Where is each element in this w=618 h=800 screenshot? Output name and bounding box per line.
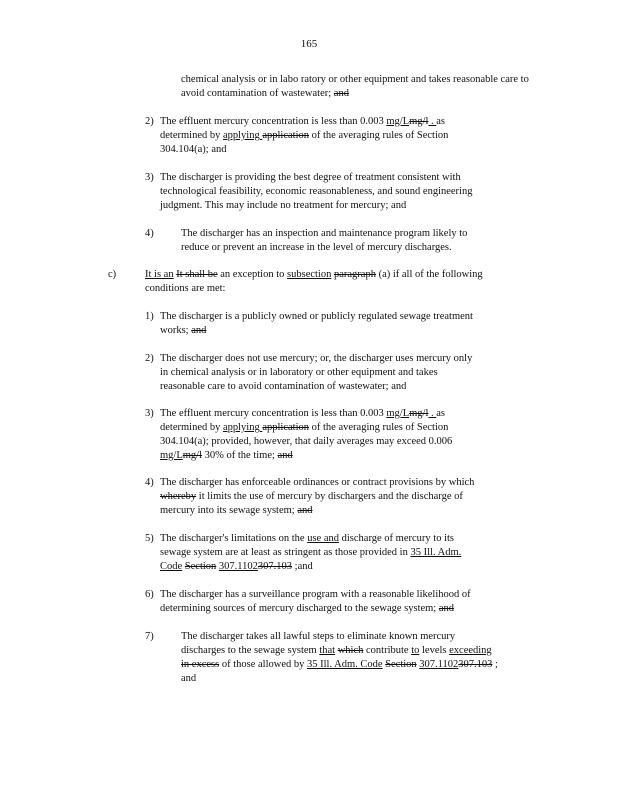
inserted-text: 35 Ill. Adm. Code [306,659,383,670]
text-segment: determined by [160,130,223,141]
inserted-text: subsection [287,269,332,280]
text-line [160,115,532,129]
text-line [160,380,540,394]
text-line [160,546,540,560]
struck-text: 307.103 [458,659,493,670]
text-segment: of the averaging rules of Section [309,422,449,433]
item-label: 2) [145,353,154,364]
text-segment: 304.104(a); provided, however, that daily averages may exceed 0.006 [160,436,453,447]
text-line [145,282,525,296]
text-segment: levels [419,645,450,656]
text-segment: The discharger's limitations on the [160,533,308,544]
text-segment: reasonable care to avoid contamination of wastewater; and [160,381,407,392]
text-line [160,407,540,421]
inserted-text: 307.1102 [218,561,258,572]
item-text [160,115,532,157]
inserted-text: 307.1102 [419,659,459,670]
text-line [160,185,532,199]
text-segment: determining sources of mercury discharged to the sewage system; [160,603,439,614]
inserted-text: applying [222,422,263,433]
inserted-text: Code [160,561,183,572]
inserted-text: . [428,116,437,127]
item-text [181,630,561,686]
text-line [160,449,540,463]
text-segment: technological feasibility, economic reasonableness, and sound engineering [160,186,473,197]
text-segment: mercury into its sewage system; [160,505,298,516]
text-segment: judgment. This may include no treatment for mercury; and [160,200,407,211]
struck-text: application [262,130,310,141]
struck-text: and [297,505,313,516]
text-segment: The discharger has enforceable ordinances or contract provisions by which [160,477,475,488]
text-segment: The discharger has a surveillance program with a reasonable likelihood of [160,589,471,600]
text-segment: 30% of the time; [202,450,278,461]
struck-and: and [333,88,349,99]
text-segment: 304.104(a); and [160,144,227,155]
struck-text: and [191,325,207,336]
item-text [160,532,540,574]
text-segment: as [436,408,446,419]
text-segment: an exception to [217,269,288,280]
item-label: 4) [145,228,154,239]
text-segment: works; [160,325,192,336]
text-segment: (a) if all of the following [375,269,483,280]
text-segment: The discharger takes all lawful steps to eliminate known mercury [181,631,456,642]
item-text [160,588,540,616]
struck-text: Section [385,659,417,670]
struck-text: 307.103 [257,561,293,572]
item-label: 1) [145,311,154,322]
text-line [181,644,561,658]
text-segment: ; [492,659,498,670]
text-line [160,310,540,324]
inserted-text: mg/L [386,408,410,419]
inserted-text: mg/L [160,450,183,461]
struck-text: Section [184,561,217,572]
text-line [160,435,540,449]
struck-text: and [277,450,293,461]
text-line [160,421,540,435]
text-segment: as [436,116,446,127]
text-line [181,227,553,241]
item-text [160,171,532,213]
continuation-text: chemical analysis or in labo ratory or other equipment and takes reasonable care to avoid contamination of wastewater; [181,74,529,99]
inserted-text: exceeding [449,645,492,656]
text-segment: ;and [292,561,313,572]
text-segment: reduce or prevent an increase in the level of mercury discharges. [181,242,452,253]
text-line [160,602,540,616]
struck-text: It shall be [176,269,218,280]
item-text [160,476,540,518]
item-label: 6) [145,589,154,600]
text-line [160,476,540,490]
struck-text: in excess [181,659,220,670]
item-label: 2) [145,116,154,127]
text-line [160,171,532,185]
inserted-text: applying [222,130,263,141]
text-line [181,672,561,686]
struck-text: and [438,603,455,614]
item-text [145,268,525,296]
text-segment: The effluent mercury concentration is less than 0.003 [160,116,387,127]
text-line [160,504,540,518]
text-segment: conditions are met: [145,283,226,294]
text-segment: discharge of mercury to its [339,533,454,544]
inserted-text: use and [307,533,340,544]
inserted-text: that [319,645,336,656]
text-segment: The discharger has an inspection and maintenance program likely to [181,228,468,239]
page-number: 165 [300,38,318,50]
item-label: 5) [145,533,154,544]
inserted-text: 35 Ill. Adm. [410,547,462,558]
text-line [160,366,540,380]
text-line [160,560,540,574]
text-segment: determined by [160,422,223,433]
text-line [181,630,561,644]
text-segment: contribute [363,645,412,656]
item-label: 3) [145,172,154,183]
item-label: 7) [145,631,154,642]
struck-text: application [262,422,310,433]
item-label: 4) [145,477,154,488]
text-segment: in chemical analysis or in laboratory or other equipment and takes [160,367,438,378]
text-line [160,352,540,366]
struck-text: whereby [160,491,197,502]
text-segment: The discharger does not use mercury; or, the discharger uses mercury only [160,353,473,364]
struck-text: paragraph [333,269,376,280]
text-line [181,658,561,672]
text-line [160,143,532,157]
item-label: 3) [145,408,154,419]
item-text [160,352,540,394]
inserted-text: . [428,408,437,419]
item-label: c) [108,269,117,280]
item-text [181,227,553,255]
text-segment: and [181,673,197,684]
text-line [160,532,540,546]
text-segment: at least as stringent as those provided in [240,547,411,558]
inserted-text: It is an [145,269,174,280]
inserted-text: to [411,645,420,656]
text-line [181,241,553,255]
item-text [160,407,540,463]
text-segment: The discharger is a publicly owned or publicly regulated sewage treatment [160,311,473,322]
text-segment: discharges to the sewage system [181,645,320,656]
text-segment: The discharger is providing the best degree of treatment consistent with [160,172,461,183]
text-line [160,490,540,504]
struck-text: mg/l [409,116,429,127]
text-segment: it limits the use of mercury by dischargers and the discharge of [196,491,463,502]
text-line [145,268,525,282]
text-line [160,588,540,602]
text-segment: of the averaging rules of Section [309,130,449,141]
item-text [160,310,540,338]
struck-text: mg/l [182,450,203,461]
struck-text: mg/l [409,408,429,419]
struck-text: which [337,645,364,656]
text-line [160,129,532,143]
text-segment: of those allowed by [219,659,307,670]
text-line [160,324,540,338]
continuation-paragraph [181,73,533,101]
text-line [160,199,532,213]
inserted-text: mg/L [386,116,410,127]
text-segment: The effluent mercury concentration is less than 0.003 [160,408,387,419]
text-segment: sewage system are [160,547,241,558]
